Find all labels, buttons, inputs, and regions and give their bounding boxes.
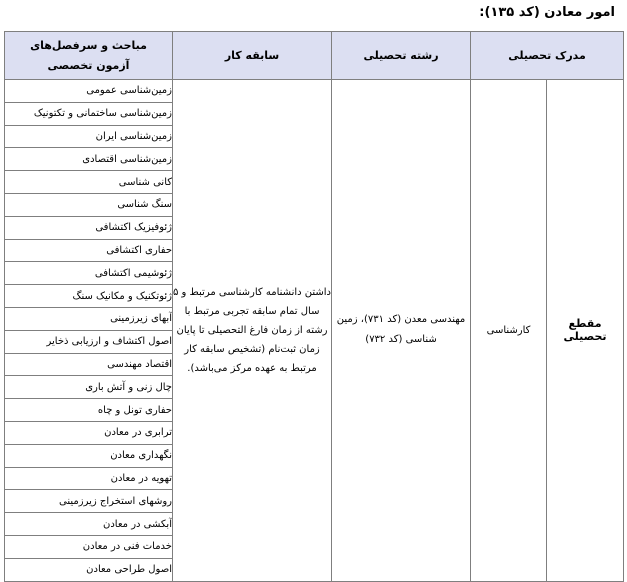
topic-item: اصول طراحی معادن bbox=[5, 558, 173, 581]
section-title: امور معادن (کد ۱۳۵): bbox=[479, 5, 615, 20]
topic-item: آبهای زیرزمینی bbox=[5, 307, 173, 330]
experience-cell: داشتن دانشنامه کارشناسی مرتبط و ۵ سال تمام سابقه تجربی مرتبط با رشته از زمان فارغ التحصیلی تا پایان زمان ثبت‌نام (تشخیص سابقه کار مرتبط به عهده مرکز می‌باشد). bbox=[173, 80, 332, 582]
header-degree: مدرک تحصیلی bbox=[471, 32, 624, 80]
field-cell: مهندسی معدن (کد ۷۳۱)، زمین شناسی (کد ۷۳۲) bbox=[332, 80, 471, 582]
topic-item: سنگ شناسی bbox=[5, 193, 173, 216]
topic-item: زمین‌شناسی ایران bbox=[5, 125, 173, 148]
topic-item: حفاری تونل و چاه bbox=[5, 399, 173, 422]
topic-item: حفاری اکتشافی bbox=[5, 239, 173, 262]
topic-item: اصول اکتشاف و ارزیابی ذخایر bbox=[5, 330, 173, 353]
topic-item: زمین‌شناسی اقتصادی bbox=[5, 148, 173, 171]
topic-item: ترابری در معادن bbox=[5, 421, 173, 444]
header-topics: مباحث و سرفصل‌های آزمون تخصصی bbox=[5, 32, 173, 80]
topic-item: کانی شناسی bbox=[5, 171, 173, 194]
topic-item: آبکشی در معادن bbox=[5, 513, 173, 536]
topic-item: نگهداری معادن bbox=[5, 444, 173, 467]
topic-item: خدمات فنی در معادن bbox=[5, 535, 173, 558]
table-row bbox=[5, 80, 624, 103]
topic-item: زمین‌شناسی ساختمانی و تکتونیک bbox=[5, 102, 173, 125]
header-field: رشته تحصیلی bbox=[332, 32, 471, 80]
requirements-table bbox=[4, 31, 624, 582]
topic-item: روشهای استخراج زیرزمینی bbox=[5, 490, 173, 513]
header-row bbox=[5, 32, 624, 80]
topic-item: چال زنی و آتش باری bbox=[5, 376, 173, 399]
topic-item: زمین‌شناسی عمومی bbox=[5, 80, 173, 103]
topic-item: ژئوشیمی اکتشافی bbox=[5, 262, 173, 285]
degree-cell: کارشناسی bbox=[471, 80, 547, 582]
topic-item: ژئوفیزیک اکتشافی bbox=[5, 216, 173, 239]
table-body bbox=[5, 80, 624, 582]
header-experience: سابقه کار bbox=[173, 32, 332, 80]
topic-item: تهویه در معادن bbox=[5, 467, 173, 490]
topic-item: اقتصاد مهندسی bbox=[5, 353, 173, 376]
education-level-label: مقطع تحصیلی bbox=[547, 80, 624, 582]
topic-item: ژئوتکنیک و مکانیک سنگ bbox=[5, 285, 173, 308]
